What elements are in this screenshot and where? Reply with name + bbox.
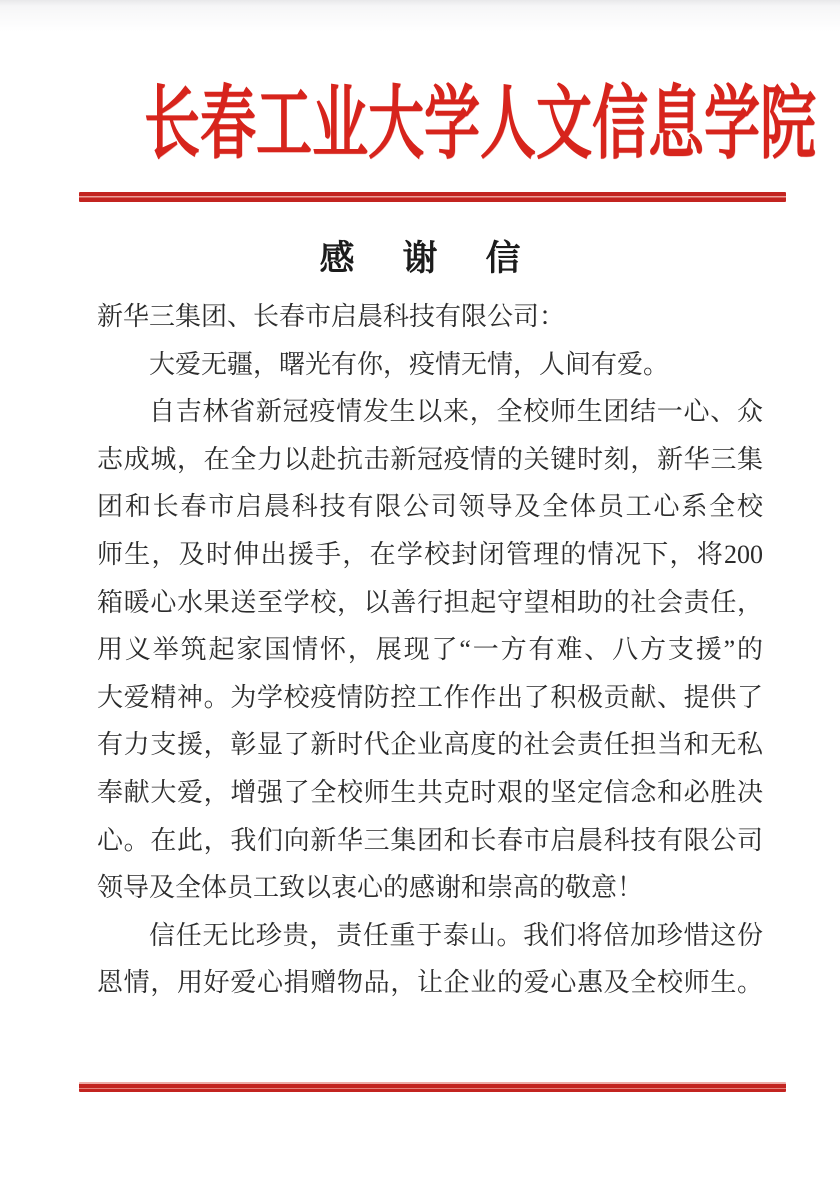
letter-line: 师生，及时伸出援手，在学校封闭管理的情况下，将200 xyxy=(97,539,763,569)
footer-rule xyxy=(79,1082,786,1092)
letter-line: 奉献大爱，增强了全校师生共克时艰的坚定信念和必胜决 xyxy=(97,777,763,807)
letterhead xyxy=(0,70,840,180)
letter-line: 用义举筑起家国情怀，展现了“一方有难、八方支援”的 xyxy=(97,635,763,665)
letter-line: 新华三集团、长春市启晨科技有限公司： xyxy=(97,302,566,331)
letter-line: 心。在此，我们向新华三集团和长春市启晨科技有限公司 xyxy=(97,825,763,855)
letter-line: 自吉林省新冠疫情发生以来，全校师生团结一心、众 xyxy=(149,397,763,427)
letter-line: 恩情，用好爱心捐赠物品，让企业的爱心惠及全校师生。 xyxy=(97,968,763,998)
letter-line: 箱暖心水果送至学校，以善行担起守望相助的社会责任， xyxy=(97,587,763,617)
letter-body xyxy=(97,293,763,1007)
letter-line: 大爱精神。为学校疫情防控工作作出了积极贡献、提供了 xyxy=(97,682,763,712)
letter-line: 信任无比珍贵，责任重于泰山。我们将倍加珍惜这份 xyxy=(149,920,763,950)
letter-line: 大爱无疆，曙光有你，疫情无情，人间有爱。 xyxy=(149,349,670,379)
letter-line: 领导及全体员工致以衷心的感谢和崇高的敬意！ xyxy=(97,873,644,903)
letter-title xyxy=(0,238,840,280)
letter-line: 有力支援，彰显了新时代企业高度的社会责任担当和无私 xyxy=(97,730,763,760)
letter-title-text: 感谢信 xyxy=(319,239,569,278)
letter-line: 团和长春市启晨科技有限公司领导及全体员工心系全校 xyxy=(97,492,763,522)
letterhead-rule xyxy=(79,192,786,202)
letterhead-title: 长春工业大学人文信息学院 xyxy=(144,81,816,169)
letter-line: 志成城，在全力以赴抗击新冠疫情的关键时刻，新华三集 xyxy=(97,444,763,474)
